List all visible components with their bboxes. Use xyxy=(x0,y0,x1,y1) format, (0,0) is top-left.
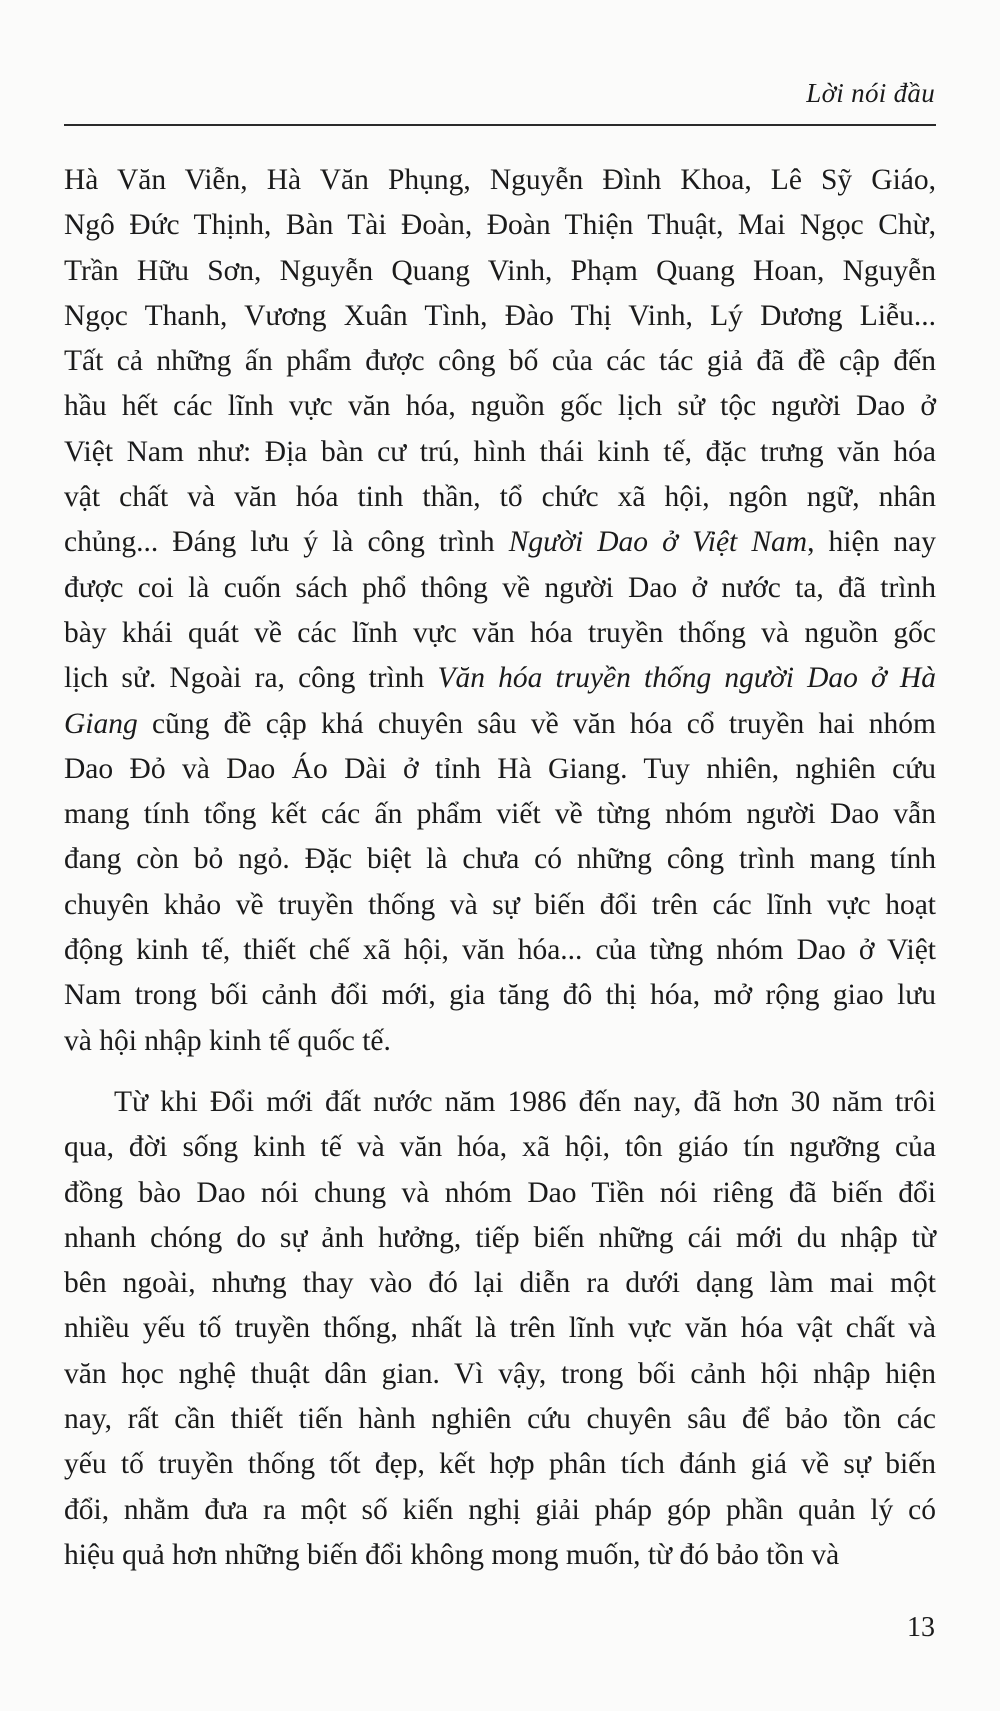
text-line xyxy=(64,747,936,792)
text-line xyxy=(64,339,936,384)
text-segment: đang còn bỏ ngỏ. Đặc biệt là chưa có những công trình mang tính xyxy=(64,843,936,876)
text-line xyxy=(64,1442,936,1487)
text-line xyxy=(64,1352,936,1397)
italic-title-text: Người Dao ở Việt Nam xyxy=(508,526,808,559)
paragraph xyxy=(64,158,936,1064)
text-segment: văn học nghệ thuật dân gian. Vì vậy, trong bối cảnh hội nhập hiện xyxy=(64,1357,936,1390)
text-segment: chủng... Đáng lưu ý là công trình xyxy=(64,526,509,559)
text-line xyxy=(64,1488,936,1533)
text-line xyxy=(64,520,936,565)
text-line xyxy=(64,928,936,973)
text-line xyxy=(64,611,936,656)
text-segment: lịch sử. Ngoài ra, công trình xyxy=(64,662,438,695)
text-line xyxy=(64,792,936,837)
text-segment: đổi, nhằm đưa ra một số kiến nghị giải pháp góp phần quản lý có xyxy=(64,1493,936,1526)
italic-title-text: Văn hóa truyền thống người Dao ở Hà xyxy=(437,662,936,695)
text-line xyxy=(64,1306,936,1351)
text-segment: cũng đề cập khá chuyên sâu về văn hóa cổ truyền hai nhóm xyxy=(137,707,936,740)
text-line xyxy=(64,837,936,882)
body-text xyxy=(64,158,936,1578)
text-segment: yếu tố truyền thống tốt đẹp, kết hợp phân tích đánh giá về sự biến xyxy=(64,1448,936,1481)
text-line xyxy=(64,1261,936,1306)
text-line xyxy=(64,1125,936,1170)
paragraph-gap xyxy=(64,1064,936,1080)
text-line xyxy=(64,1397,936,1442)
text-line xyxy=(64,384,936,429)
text-segment: nhanh chóng do sự ảnh hưởng, tiếp biến những cái mới du nhập từ xyxy=(64,1221,936,1254)
text-segment: Nam trong bối cảnh đổi mới, gia tăng đô thị hóa, mở rộng giao lưu xyxy=(64,979,936,1012)
text-line xyxy=(64,203,936,248)
text-segment: Việt Nam như: Địa bàn cư trú, hình thái kinh tế, đặc trưng văn hóa xyxy=(64,435,936,468)
text-segment: động kinh tế, thiết chế xã hội, văn hóa... của từng nhóm Dao ở Việt xyxy=(64,934,936,967)
text-segment: được coi là cuốn sách phổ thông về người Dao ở nước ta, đã trình xyxy=(64,571,936,604)
text-segment: Tất cả những ấn phẩm được công bố của các tác giả đã đề cập đến xyxy=(64,345,936,378)
header-rule xyxy=(64,124,936,126)
text-line xyxy=(64,294,936,339)
page-number: 13 xyxy=(907,1612,935,1643)
running-header-title: Lời nói đầu xyxy=(806,78,935,108)
text-segment: mang tính tổng kết các ấn phẩm viết về từng nhóm người Dao vẫn xyxy=(64,798,936,831)
text-segment: Trần Hữu Sơn, Nguyễn Quang Vinh, Phạm Quang Hoan, Nguyễn xyxy=(64,254,936,287)
text-segment: đồng bào Dao nói chung và nhóm Dao Tiền nói riêng đã biến đổi xyxy=(64,1176,936,1209)
text-segment: hầu hết các lĩnh vực văn hóa, nguồn gốc lịch sử tộc người Dao ở xyxy=(64,390,936,423)
text-segment: Ngọc Thanh, Vương Xuân Tình, Đào Thị Vinh, Lý Dương Liễu... xyxy=(64,299,936,332)
text-segment: nay, rất cần thiết tiến hành nghiên cứu chuyên sâu để bảo tồn các xyxy=(64,1403,936,1436)
text-line xyxy=(64,656,936,701)
text-line xyxy=(64,249,936,294)
text-segment: nhiều yếu tố truyền thống, nhất là trên lĩnh vực văn hóa vật chất và xyxy=(64,1312,936,1345)
text-segment: qua, đời sống kinh tế và văn hóa, xã hội, tôn giáo tín ngưỡng của xyxy=(64,1131,936,1164)
text-segment: bày khái quát về các lĩnh vực văn hóa truyền thống và nguồn gốc xyxy=(64,616,936,649)
text-line xyxy=(64,1171,936,1216)
text-line xyxy=(64,1533,936,1578)
text-segment: bên ngoài, nhưng thay vào đó lại diễn ra dưới dạng làm mai một xyxy=(64,1267,936,1300)
text-line xyxy=(64,566,936,611)
paragraph xyxy=(64,1080,936,1578)
text-line xyxy=(64,973,936,1018)
text-line xyxy=(64,1019,936,1064)
text-segment: Ngô Đức Thịnh, Bàn Tài Đoàn, Đoàn Thiện Thuật, Mai Ngọc Chừ, xyxy=(64,209,936,242)
text-segment: Từ khi Đổi mới đất nước năm 1986 đến nay, đã hơn 30 năm trôi xyxy=(114,1085,936,1118)
text-line xyxy=(64,430,936,475)
text-segment: Dao Đỏ và Dao Áo Dài ở tỉnh Hà Giang. Tuy nhiên, nghiên cứu xyxy=(64,752,936,785)
text-segment: vật chất và văn hóa tinh thần, tổ chức xã hội, ngôn ngữ, nhân xyxy=(64,481,936,514)
text-line xyxy=(64,158,936,203)
text-segment: hiệu quả hơn những biến đổi không mong muốn, từ đó bảo tồn và xyxy=(64,1538,840,1571)
text-segment: , hiện nay xyxy=(807,526,936,559)
text-segment: chuyên khảo về truyền thống và sự biến đổi trên các lĩnh vực hoạt xyxy=(64,888,936,921)
italic-title-text: Giang xyxy=(64,707,138,740)
text-line xyxy=(64,475,936,520)
text-segment: và hội nhập kinh tế quốc tế. xyxy=(64,1024,391,1057)
text-line xyxy=(64,1216,936,1261)
text-line xyxy=(64,883,936,928)
text-segment: Hà Văn Viễn, Hà Văn Phụng, Nguyễn Đình Khoa, Lê Sỹ Giáo, xyxy=(64,164,936,196)
text-line xyxy=(64,1080,936,1125)
text-line xyxy=(64,702,936,747)
